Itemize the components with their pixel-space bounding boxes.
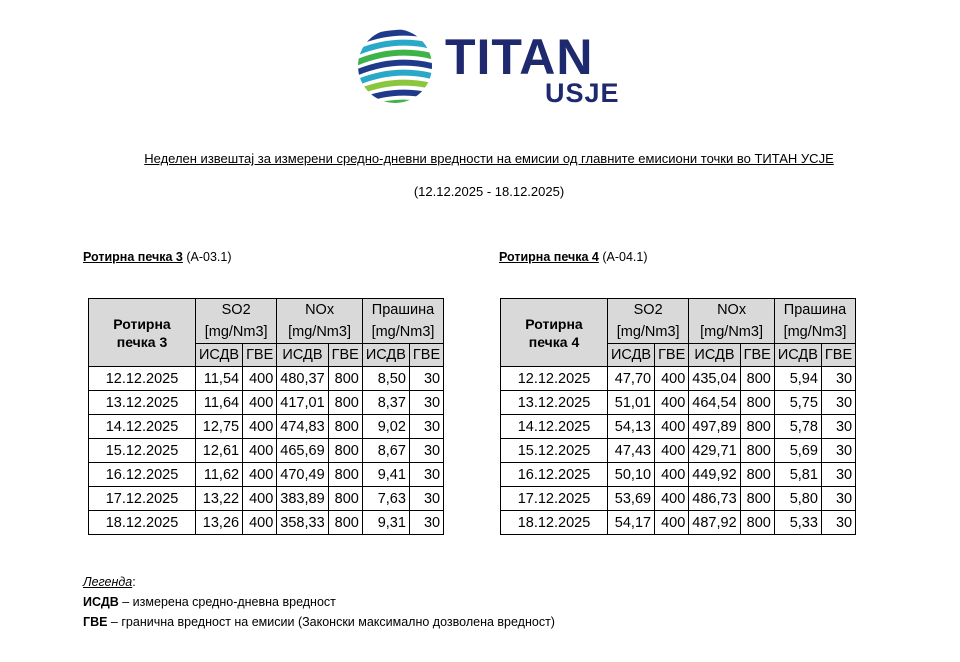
nox-value: 474,83 [277, 415, 328, 439]
so2-limit: 400 [243, 439, 277, 463]
date-cell: 18.12.2025 [89, 511, 196, 535]
nox-value: 429,71 [689, 439, 740, 463]
nox-limit: 800 [328, 487, 362, 511]
so2-limit: 400 [655, 415, 689, 439]
nox-limit: 800 [740, 415, 774, 439]
nox-limit: 800 [328, 415, 362, 439]
legend-key: ГВЕ [83, 615, 108, 629]
date-cell: 16.12.2025 [89, 463, 196, 487]
nox-limit: 800 [740, 367, 774, 391]
dust-value: 5,33 [774, 511, 821, 535]
so2-value: 47,43 [608, 439, 655, 463]
pollutant-unit: [mg/Nm3] [371, 324, 435, 340]
date-cell: 14.12.2025 [501, 415, 608, 439]
report-period: (12.12.2025 - 18.12.2025) [413, 184, 565, 199]
dust-limit: 30 [821, 367, 855, 391]
table-row [89, 415, 444, 439]
kiln-header-line1: Ротирна [525, 315, 583, 332]
dust-value: 5,80 [774, 487, 821, 511]
legend-key: ИСДВ [83, 595, 119, 609]
subcol-gve: ГВЕ [409, 344, 443, 367]
legend-text: – гранична вредност на емисии (Законски максимално дозволена вредност) [107, 615, 555, 629]
dust-value: 9,41 [362, 463, 409, 487]
kiln-header-line2: печка 4 [528, 333, 580, 350]
dust-limit: 30 [821, 391, 855, 415]
dust-limit: 30 [409, 367, 443, 391]
nox-value: 480,37 [277, 367, 328, 391]
date-cell: 13.12.2025 [89, 391, 196, 415]
legend-item-isdv [83, 592, 555, 612]
dust-value: 5,78 [774, 415, 821, 439]
nox-value: 486,73 [689, 487, 740, 511]
header-row [501, 299, 856, 344]
dust-limit: 30 [821, 487, 855, 511]
titan-logo [355, 26, 625, 110]
so2-value: 11,54 [196, 367, 243, 391]
kiln4-label-code: (А-04.1) [602, 250, 648, 264]
dust-limit: 30 [821, 439, 855, 463]
so2-limit: 400 [243, 367, 277, 391]
dust-value: 5,94 [774, 367, 821, 391]
subcol-gve: ГВЕ [740, 344, 774, 367]
so2-value: 11,64 [196, 391, 243, 415]
pollutant-header [608, 299, 689, 344]
so2-limit: 400 [243, 415, 277, 439]
dust-limit: 30 [821, 415, 855, 439]
date-cell: 17.12.2025 [89, 487, 196, 511]
dust-limit: 30 [409, 391, 443, 415]
pollutant-header [277, 299, 363, 344]
so2-value: 54,17 [608, 511, 655, 535]
dust-limit: 30 [821, 511, 855, 535]
legend-title: Легенда [83, 575, 133, 589]
dust-value: 5,69 [774, 439, 821, 463]
table-row [501, 463, 856, 487]
dust-limit: 30 [409, 487, 443, 511]
nox-value: 435,04 [689, 367, 740, 391]
pollutant-header [774, 299, 855, 344]
kiln3-emissions-table [88, 298, 444, 535]
kiln4-emissions-table [500, 298, 856, 535]
so2-value: 50,10 [608, 463, 655, 487]
nox-value: 487,92 [689, 511, 740, 535]
so2-limit: 400 [655, 511, 689, 535]
logo-brand-text: TITAN [445, 29, 594, 85]
kiln4-label-name: Ротирна печка 4 [499, 250, 599, 264]
dust-value: 7,63 [362, 487, 409, 511]
nox-value: 497,89 [689, 415, 740, 439]
pollutant-unit: [mg/Nm3] [616, 324, 680, 340]
so2-value: 47,70 [608, 367, 655, 391]
subcol-gve: ГВЕ [328, 344, 362, 367]
nox-limit: 800 [328, 391, 362, 415]
kiln-header-cell [89, 299, 196, 367]
subcol-isdv: ИСДВ [774, 344, 821, 367]
nox-limit: 800 [740, 463, 774, 487]
date-cell: 14.12.2025 [89, 415, 196, 439]
so2-value: 12,75 [196, 415, 243, 439]
dust-value: 9,02 [362, 415, 409, 439]
pollutant-header [196, 299, 277, 344]
pollutant-unit: [mg/Nm3] [700, 324, 763, 340]
so2-value: 53,69 [608, 487, 655, 511]
nox-value: 358,33 [277, 511, 328, 535]
nox-limit: 800 [740, 487, 774, 511]
so2-limit: 400 [243, 487, 277, 511]
dust-limit: 30 [409, 439, 443, 463]
dust-value: 8,67 [362, 439, 409, 463]
subcol-gve: ГВЕ [655, 344, 689, 367]
subcol-isdv: ИСДВ [196, 344, 243, 367]
so2-limit: 400 [243, 391, 277, 415]
pollutant-name: SO2 [221, 302, 251, 318]
so2-limit: 400 [655, 463, 689, 487]
subcol-isdv: ИСДВ [608, 344, 655, 367]
table-row [501, 367, 856, 391]
header-row [89, 299, 444, 344]
nox-value: 417,01 [277, 391, 328, 415]
kiln-header-line1: Ротирна [113, 315, 171, 332]
logo-sub-text: USJE [545, 78, 620, 108]
nox-limit: 800 [328, 367, 362, 391]
table-row [501, 391, 856, 415]
table-row [501, 487, 856, 511]
table-row [501, 439, 856, 463]
date-cell: 15.12.2025 [501, 439, 608, 463]
dust-limit: 30 [409, 463, 443, 487]
nox-value: 465,69 [277, 439, 328, 463]
table-row [501, 415, 856, 439]
dust-value: 8,50 [362, 367, 409, 391]
pollutant-unit: [mg/Nm3] [288, 324, 351, 340]
pollutant-name: Прашина [783, 302, 847, 318]
so2-value: 11,62 [196, 463, 243, 487]
pollutant-name: SO2 [633, 302, 663, 318]
kiln3-label-name: Ротирна печка 3 [83, 250, 183, 264]
dust-value: 5,75 [774, 391, 821, 415]
so2-value: 13,22 [196, 487, 243, 511]
kiln3-label-code: (А-03.1) [186, 250, 232, 264]
so2-limit: 400 [655, 367, 689, 391]
so2-value: 12,61 [196, 439, 243, 463]
dust-limit: 30 [409, 511, 443, 535]
legend-colon: : [132, 575, 136, 589]
so2-limit: 400 [243, 463, 277, 487]
date-cell: 15.12.2025 [89, 439, 196, 463]
dust-value: 8,37 [362, 391, 409, 415]
pollutant-unit: [mg/Nm3] [783, 324, 847, 340]
dust-value: 9,31 [362, 511, 409, 535]
date-cell: 12.12.2025 [89, 367, 196, 391]
pollutant-header [362, 299, 443, 344]
nox-limit: 800 [740, 391, 774, 415]
so2-limit: 400 [655, 487, 689, 511]
legend-title-line [83, 572, 555, 592]
date-cell: 18.12.2025 [501, 511, 608, 535]
pollutant-name: NOx [305, 302, 335, 318]
nox-value: 449,92 [689, 463, 740, 487]
so2-limit: 400 [655, 391, 689, 415]
date-cell: 12.12.2025 [501, 367, 608, 391]
so2-value: 51,01 [608, 391, 655, 415]
table-row [89, 463, 444, 487]
table-row [89, 487, 444, 511]
dust-limit: 30 [821, 463, 855, 487]
subcol-gve: ГВЕ [243, 344, 277, 367]
date-cell: 17.12.2025 [501, 487, 608, 511]
nox-limit: 800 [328, 463, 362, 487]
so2-limit: 400 [655, 439, 689, 463]
legend [83, 572, 555, 632]
table-row [89, 439, 444, 463]
kiln4-label [499, 250, 648, 264]
globe-icon [355, 26, 439, 110]
so2-value: 13,26 [196, 511, 243, 535]
nox-value: 470,49 [277, 463, 328, 487]
table-row [89, 367, 444, 391]
so2-limit: 400 [243, 511, 277, 535]
date-cell: 13.12.2025 [501, 391, 608, 415]
subcol-isdv: ИСДВ [277, 344, 328, 367]
table-row [501, 511, 856, 535]
pollutant-unit: [mg/Nm3] [204, 324, 268, 340]
date-cell: 16.12.2025 [501, 463, 608, 487]
nox-limit: 800 [740, 439, 774, 463]
legend-item-gve [83, 612, 555, 632]
dust-value: 5,81 [774, 463, 821, 487]
subcol-gve: ГВЕ [821, 344, 855, 367]
pollutant-header [689, 299, 775, 344]
kiln3-label [83, 250, 232, 264]
pollutant-name: Прашина [371, 302, 435, 318]
pollutant-name: NOx [717, 302, 747, 318]
kiln-header-cell [501, 299, 608, 367]
kiln-header-line2: печка 3 [116, 333, 168, 350]
nox-value: 464,54 [689, 391, 740, 415]
nox-value: 383,89 [277, 487, 328, 511]
report-title: Неделен извештај за измерени средно-дневни вредности на емисии од главните емисиони точки во ТИТАН УСЈЕ [144, 151, 834, 166]
table-row [89, 511, 444, 535]
nox-limit: 800 [328, 439, 362, 463]
dust-limit: 30 [409, 415, 443, 439]
nox-limit: 800 [328, 511, 362, 535]
subcol-isdv: ИСДВ [689, 344, 740, 367]
table-row [89, 391, 444, 415]
nox-limit: 800 [740, 511, 774, 535]
so2-value: 54,13 [608, 415, 655, 439]
subcol-isdv: ИСДВ [362, 344, 409, 367]
legend-text: – измерена средно-дневна вредност [118, 595, 336, 609]
